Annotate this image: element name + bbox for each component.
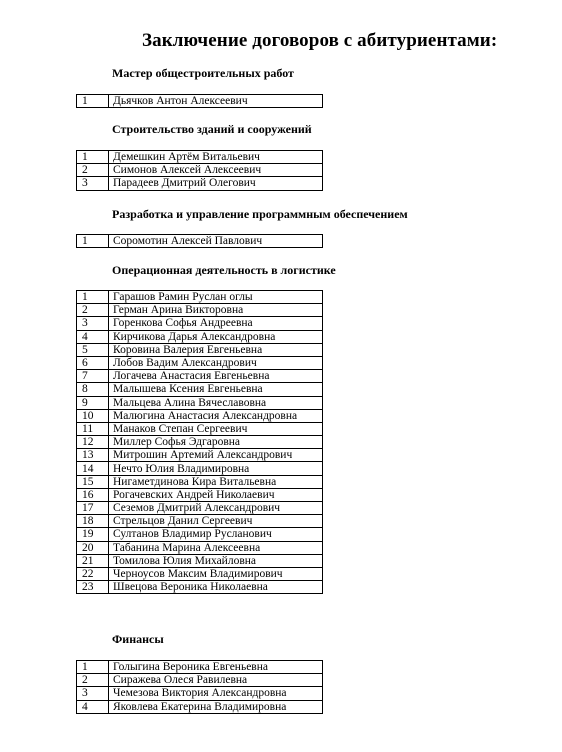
row-number: 4 [77, 700, 109, 713]
row-number: 3 [77, 317, 109, 330]
table-row [77, 674, 323, 687]
row-number: 6 [77, 356, 109, 369]
student-name: Горенкова Софья Андреевна [109, 317, 323, 330]
row-number: 3 [77, 177, 109, 190]
table-row [77, 554, 323, 567]
student-name: Митрошин Артемий Александрович [109, 449, 323, 462]
row-number: 11 [77, 422, 109, 435]
student-name: Рогачевских Андрей Николаевич [109, 488, 323, 501]
table-row [77, 661, 323, 674]
row-number: 9 [77, 396, 109, 409]
student-name: Яковлева Екатерина Владимировна [109, 700, 323, 713]
student-name: Стрельцов Данил Сергеевич [109, 515, 323, 528]
row-number: 5 [77, 343, 109, 356]
row-number: 8 [77, 383, 109, 396]
student-name: Малюгина Анастасия Александровна [109, 409, 323, 422]
student-name: Черноусов Максим Владимирович [109, 567, 323, 580]
table-row [77, 528, 323, 541]
row-number: 1 [77, 291, 109, 304]
row-number: 19 [77, 528, 109, 541]
row-number: 4 [77, 330, 109, 343]
row-number: 12 [77, 436, 109, 449]
row-number: 7 [77, 370, 109, 383]
row-number: 2 [77, 304, 109, 317]
table-row [77, 409, 323, 422]
table-row [77, 291, 323, 304]
student-name: Голыгина Вероника Евгеньевна [109, 661, 323, 674]
table-row [77, 95, 323, 108]
table-row [77, 422, 323, 435]
students-table [76, 150, 323, 191]
table-row [77, 383, 323, 396]
student-name: Парадеев Дмитрий Олегович [109, 177, 323, 190]
student-name: Табанина Марина Алексеевна [109, 541, 323, 554]
row-number: 16 [77, 488, 109, 501]
table-row [77, 317, 323, 330]
row-number: 1 [77, 151, 109, 164]
row-number: 10 [77, 409, 109, 422]
table-row [77, 304, 323, 317]
section-title: Разработка и управление программным обеспечением [112, 207, 408, 221]
row-number: 1 [77, 661, 109, 674]
table-row [77, 687, 323, 700]
section-title: Мастер общестроительных работ [112, 66, 294, 80]
row-number: 3 [77, 687, 109, 700]
row-number: 15 [77, 475, 109, 488]
table-row [77, 541, 323, 554]
student-name: Нигаметдинова Кира Витальевна [109, 475, 323, 488]
table-row [77, 488, 323, 501]
table-row [77, 567, 323, 580]
table-row [77, 370, 323, 383]
row-number: 2 [77, 674, 109, 687]
row-number: 13 [77, 449, 109, 462]
student-name: Дьячков Антон Алексеевич [109, 95, 323, 108]
student-name: Гарашов Рамин Руслан оглы [109, 291, 323, 304]
row-number: 14 [77, 462, 109, 475]
table-row [77, 515, 323, 528]
section-title: Финансы [112, 632, 164, 646]
table-row [77, 164, 323, 177]
table-row [77, 502, 323, 515]
student-name: Герман Арина Викторовна [109, 304, 323, 317]
row-number: 23 [77, 581, 109, 594]
student-name: Кирчикова Дарья Александровна [109, 330, 323, 343]
student-name: Швецова Вероника Николаевна [109, 581, 323, 594]
student-name: Манаков Степан Сергеевич [109, 422, 323, 435]
row-number: 22 [77, 567, 109, 580]
student-name: Султанов Владимир Русланович [109, 528, 323, 541]
student-name: Малышева Ксения Евгеньевна [109, 383, 323, 396]
table-row [77, 356, 323, 369]
row-number: 18 [77, 515, 109, 528]
section-title: Строительство зданий и сооружений [112, 122, 312, 136]
row-number: 2 [77, 164, 109, 177]
row-number: 1 [77, 235, 109, 248]
students-table [76, 94, 323, 108]
table-row [77, 581, 323, 594]
section-title: Операционная деятельность в логистике [112, 263, 336, 277]
students-table [76, 290, 323, 594]
student-name: Сеземов Дмитрий Александрович [109, 502, 323, 515]
student-name: Демешкин Артём Витальевич [109, 151, 323, 164]
table-row [77, 700, 323, 713]
student-name: Лобов Вадим Александрович [109, 356, 323, 369]
row-number: 1 [77, 95, 109, 108]
page-title: Заключение договоров с абитуриентами: [142, 30, 498, 51]
students-table [76, 660, 323, 714]
student-name: Сиражева Олеся Равилевна [109, 674, 323, 687]
student-name: Логачева Анастасия Евгеньевна [109, 370, 323, 383]
table-row [77, 177, 323, 190]
student-name: Чемезова Виктория Александровна [109, 687, 323, 700]
student-name: Томилова Юлия Михайловна [109, 554, 323, 567]
table-row [77, 330, 323, 343]
student-name: Соромотин Алексей Павлович [109, 235, 323, 248]
table-row [77, 235, 323, 248]
row-number: 17 [77, 502, 109, 515]
table-row [77, 343, 323, 356]
row-number: 21 [77, 554, 109, 567]
student-name: Мальцева Алина Вячеславовна [109, 396, 323, 409]
table-row [77, 462, 323, 475]
students-table [76, 234, 323, 248]
table-row [77, 475, 323, 488]
table-row [77, 151, 323, 164]
row-number: 20 [77, 541, 109, 554]
table-row [77, 436, 323, 449]
student-name: Нечто Юлия Владимировна [109, 462, 323, 475]
student-name: Коровина Валерия Евгеньевна [109, 343, 323, 356]
student-name: Миллер Софья Эдгаровна [109, 436, 323, 449]
student-name: Симонов Алексей Алексеевич [109, 164, 323, 177]
table-row [77, 449, 323, 462]
table-row [77, 396, 323, 409]
